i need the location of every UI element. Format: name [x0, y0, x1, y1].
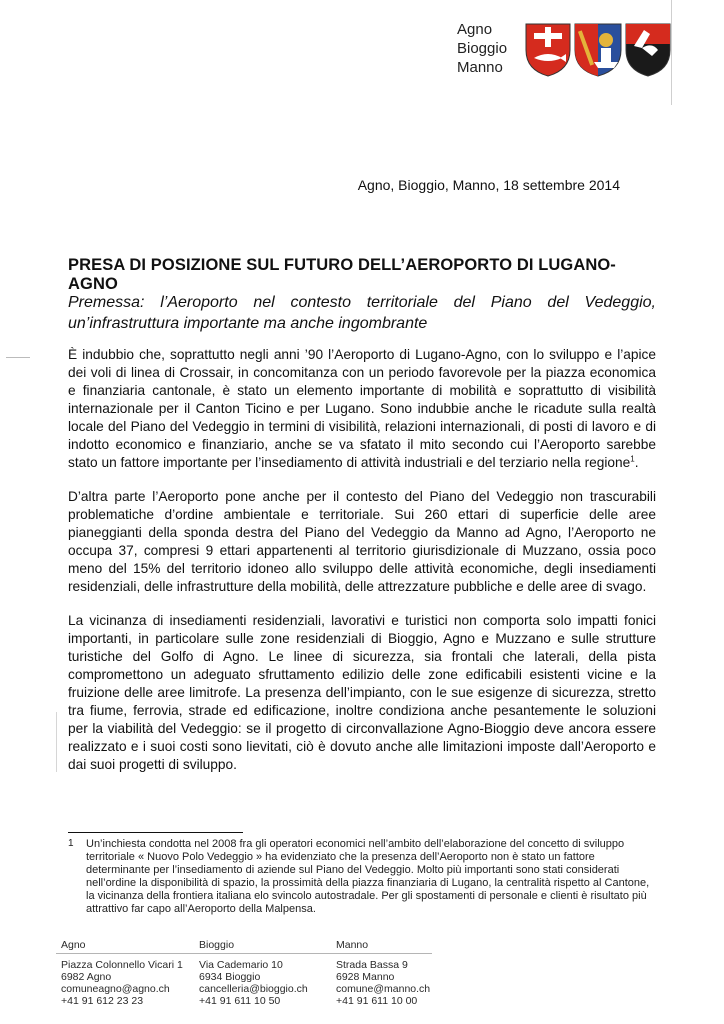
address-bioggio-street: Via Cademario 10	[199, 959, 283, 971]
fold-mark	[6, 357, 30, 358]
manno-crest-icon	[626, 24, 670, 76]
address-agno-street: Piazza Colonnello Vicari 1	[61, 959, 183, 971]
coats-of-arms	[524, 22, 672, 78]
address-agno-name: Agno	[61, 939, 86, 951]
address-manno-email[interactable]: comune@manno.ch	[336, 983, 431, 995]
address-bioggio-name: Bioggio	[199, 939, 235, 951]
address-agno-city: 6982 Agno	[61, 971, 112, 983]
section-subtitle: Premessa: l’Aeroporto nel contesto territoriale del Piano del Vedeggio, un’infrastruttura importante ma anche ingombrante	[68, 294, 656, 332]
bioggio-crest-icon	[575, 24, 621, 76]
address-agno-phone: +41 91 612 23 23	[61, 995, 144, 1007]
address-bioggio-phone: +41 91 611 10 50	[199, 995, 281, 1007]
address-bioggio-city: 6934 Bioggio	[199, 971, 261, 983]
footnote-reference[interactable]: 1	[630, 454, 635, 464]
municipality-agno: Agno	[457, 21, 493, 38]
dateline: Agno, Bioggio, Manno, 18 settembre 2014	[357, 177, 620, 193]
address-manno-name: Manno	[336, 939, 369, 951]
address-bioggio	[199, 939, 308, 1007]
agno-crest-icon	[526, 24, 570, 76]
address-manno-phone: +41 91 611 10 00	[336, 995, 418, 1007]
paragraph-1-text: È indubbio che, soprattutto negli anni ’90 l’Aeroporto di Lugano-Agno, con lo sviluppo e l’apice dei voli di linea di Crossair, in concomitanza con un periodo favorevole per la piazza economica e finanziaria cantonale, è stato un elemento importante di mobilità e soprattutto di visibilità internazionale per il Canton Ticino e per Lugano. Sono indubbie anche le ricadute sulla realtà locale del Piano del Vedeggio in termini di visibilità, relazioni internazionali, di posti di lavoro e di indotto economico e finanziario, anche se va sfatato il mito secondo cui l’Aeroporto sarebbe stato un fattore importante per l’insediamento di attività industriali e del terziario nella regione	[68, 347, 656, 470]
paragraph-1	[68, 346, 656, 472]
address-manno-city: 6928 Manno	[336, 971, 395, 983]
document-title: PRESA DI POSIZIONE SUL FUTURO DELL’AEROPORTO DI LUGANO-AGNO	[68, 256, 616, 293]
address-agno-email[interactable]: comuneagno@agno.ch	[61, 983, 170, 995]
footnote-text: Un’inchiesta condotta nel 2008 fra gli operatori economici nell’ambito dell’elaborazione del concetto di sviluppo territoriale « Nuovo Polo Vedeggio » ha evidenziato che la presenza dell’Aeroporto non è stato un fattore determinante per l’insediamento di aziende sul Piano del Vedeggio. Molto più importanti sono stati considerati nell’ordine la disponibilità di spazio, la prossimità della piazza finanziaria di Lugano, la centralità rispetto al Cantone, la vicinanza della frontiera italiana elo svincolo autostradale. Per gli spostamenti di personale e clienti è risultato più attrattivo far capo all’Aeroporto della Malpensa.	[86, 838, 650, 915]
address-agno	[61, 939, 183, 1007]
footnote-separator	[68, 832, 243, 833]
municipality-manno: Manno	[457, 59, 503, 76]
paragraph-2: D’altra parte l’Aeroporto pone anche per il contesto del Piano del Vedeggio non trascurabili problematiche d’ordine ambientale e territoriale. Sui 260 ettari di superficie delle aree pianeggianti della sponda destra del Piano del Vedeggio da Manno ad Agno, l’Aeroporto ne occupa 37, compresi 9 ettari appartenenti al territorio giurisdizionale di Muzzano, ossia poco meno del 15% del territorio idoneo allo sviluppo delle attività economiche, degli insediamenti residenziali, delle infrastrutture della mobilità, delle attrezzature pubbliche e delle aree di svago.	[68, 489, 656, 594]
footnote-number: 1	[68, 838, 74, 849]
address-manno	[336, 939, 430, 1007]
address-bioggio-email[interactable]: cancelleria@bioggio.ch	[199, 983, 308, 995]
margin-mark	[56, 712, 57, 772]
address-manno-street: Strada Bassa 9	[336, 959, 408, 971]
paragraph-1-end: .	[634, 455, 639, 470]
paragraph-3: La vicinanza di insediamenti residenziali, lavorativi e turistici non comporta solo impatti fonici importanti, in particolare sulle zone residenziali di Bioggio, Agno e Muzzano e sulle strutture turistiche del Golfo di Agno. Le linee di sicurezza, sia frontali che laterali, della pista compromettono un adeguato sfruttamento edilizio delle zone edificabili esistenti vicine e la fruizione delle aree limitrofe. La presenza dell’impianto, con le sue esigenze di sicurezza, stretto tra fiume, ferrovia, strade ed edificazione, inoltre condiziona anche pesantemente le soluzioni per la viabilità del Vedeggio: se il progetto di circonvallazione Agno-Bioggio deve ancora essere realizzato e i suoi costi sono lievitati, ciò è dovuto anche alle limitazioni imposte dall’Aeroporto e dai suoi progetti di sviluppo.	[68, 613, 656, 772]
municipality-bioggio: Bioggio	[457, 40, 508, 57]
